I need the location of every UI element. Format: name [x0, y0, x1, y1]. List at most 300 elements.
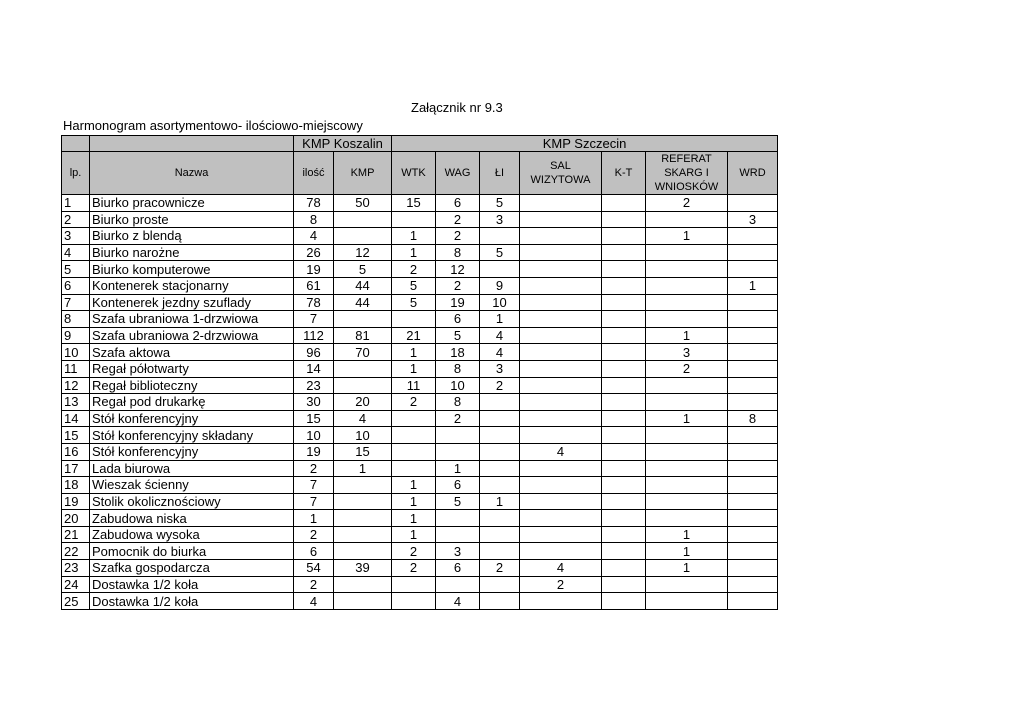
quantity-cell	[480, 543, 520, 560]
quantity-cell	[728, 294, 778, 311]
quantity-cell: 1	[392, 244, 436, 261]
quantity-cell: 2	[392, 543, 436, 560]
quantity-cell	[646, 427, 728, 444]
quantity-cell	[520, 294, 602, 311]
table-row	[62, 344, 778, 361]
quantity-cell: 3	[480, 360, 520, 377]
quantity-cell: 11	[392, 377, 436, 394]
quantity-cell	[520, 277, 602, 294]
row-number-cell: 16	[62, 443, 90, 460]
quantity-cell	[392, 593, 436, 610]
quantity-cell	[520, 510, 602, 527]
group-koszalin: KMP Koszalin	[294, 136, 392, 152]
quantity-cell	[728, 560, 778, 577]
quantity-cell: 1	[392, 360, 436, 377]
item-name-cell: Zabudowa niska	[90, 510, 294, 527]
quantity-cell: 4	[520, 560, 602, 577]
quantity-cell	[728, 244, 778, 261]
quantity-cell	[728, 311, 778, 328]
quantity-cell: 9	[480, 277, 520, 294]
quantity-cell	[728, 510, 778, 527]
item-name-cell: Stół konferencyjny	[90, 410, 294, 427]
column-header: WTK	[392, 152, 436, 195]
quantity-cell	[728, 360, 778, 377]
quantity-cell: 4	[480, 327, 520, 344]
quantity-cell	[646, 261, 728, 278]
quantity-cell: 44	[334, 277, 392, 294]
quantity-cell	[646, 294, 728, 311]
quantity-cell: 2	[436, 410, 480, 427]
quantity-cell: 10	[480, 294, 520, 311]
quantity-cell	[436, 526, 480, 543]
table-row	[62, 228, 778, 245]
quantity-cell	[602, 294, 646, 311]
quantity-cell	[480, 510, 520, 527]
quantity-cell	[602, 277, 646, 294]
quantity-cell	[520, 244, 602, 261]
row-number-cell: 10	[62, 344, 90, 361]
quantity-cell	[392, 211, 436, 228]
quantity-cell: 2	[392, 261, 436, 278]
quantity-cell	[334, 211, 392, 228]
quantity-cell	[728, 593, 778, 610]
quantity-cell: 1	[646, 560, 728, 577]
quantity-cell: 1	[646, 526, 728, 543]
quantity-cell: 1	[392, 510, 436, 527]
quantity-cell: 1	[392, 344, 436, 361]
quantity-cell	[436, 510, 480, 527]
quantity-cell: 6	[294, 543, 334, 560]
quantity-cell: 1	[480, 493, 520, 510]
row-number-cell: 3	[62, 228, 90, 245]
quantity-cell	[728, 228, 778, 245]
quantity-cell: 1	[392, 493, 436, 510]
group-szczecin: KMP Szczecin	[392, 136, 778, 152]
table-row	[62, 311, 778, 328]
quantity-cell: 3	[436, 543, 480, 560]
table-row	[62, 576, 778, 593]
item-name-cell: Szafa ubraniowa 1-drzwiowa	[90, 311, 294, 328]
quantity-cell: 5	[480, 244, 520, 261]
quantity-cell: 2	[392, 560, 436, 577]
quantity-cell: 5	[436, 327, 480, 344]
quantity-cell	[520, 261, 602, 278]
column-header-row	[62, 152, 778, 195]
quantity-cell	[334, 576, 392, 593]
quantity-cell	[436, 576, 480, 593]
item-name-cell: Kontenerek stacjonarny	[90, 277, 294, 294]
item-name-cell: Zabudowa wysoka	[90, 526, 294, 543]
quantity-cell	[480, 394, 520, 411]
quantity-cell: 8	[436, 360, 480, 377]
quantity-cell: 7	[294, 477, 334, 494]
table-row	[62, 560, 778, 577]
quantity-cell	[520, 460, 602, 477]
quantity-cell: 4	[294, 228, 334, 245]
table-row	[62, 394, 778, 411]
table-row	[62, 510, 778, 527]
quantity-cell	[646, 277, 728, 294]
quantity-cell: 5	[392, 277, 436, 294]
quantity-cell: 1	[334, 460, 392, 477]
row-number-cell: 23	[62, 560, 90, 577]
quantity-cell	[646, 211, 728, 228]
quantity-cell	[480, 261, 520, 278]
quantity-cell: 50	[334, 195, 392, 212]
quantity-cell	[334, 493, 392, 510]
quantity-cell: 44	[334, 294, 392, 311]
quantity-cell	[646, 593, 728, 610]
quantity-cell	[602, 377, 646, 394]
quantity-cell	[728, 261, 778, 278]
item-name-cell: Stół konferencyjny składany	[90, 427, 294, 444]
quantity-cell: 78	[294, 195, 334, 212]
quantity-cell	[520, 377, 602, 394]
quantity-cell: 112	[294, 327, 334, 344]
item-name-cell: Biurko pracownicze	[90, 195, 294, 212]
quantity-cell: 6	[436, 195, 480, 212]
quantity-cell	[334, 593, 392, 610]
quantity-cell: 2	[392, 394, 436, 411]
item-name-cell: Szafa aktowa	[90, 344, 294, 361]
quantity-cell: 12	[334, 244, 392, 261]
quantity-cell: 2	[436, 211, 480, 228]
quantity-cell: 1	[646, 228, 728, 245]
quantity-cell: 2	[520, 576, 602, 593]
quantity-cell	[436, 427, 480, 444]
quantity-cell	[480, 576, 520, 593]
quantity-cell: 1	[294, 510, 334, 527]
quantity-cell	[728, 344, 778, 361]
quantity-cell	[520, 360, 602, 377]
table-row	[62, 277, 778, 294]
quantity-cell	[728, 460, 778, 477]
quantity-cell: 8	[294, 211, 334, 228]
quantity-cell: 5	[334, 261, 392, 278]
quantity-cell	[602, 443, 646, 460]
quantity-cell	[520, 327, 602, 344]
quantity-cell	[480, 526, 520, 543]
quantity-cell: 4	[294, 593, 334, 610]
quantity-cell	[602, 543, 646, 560]
quantity-cell	[646, 460, 728, 477]
quantity-cell	[646, 477, 728, 494]
table-row	[62, 593, 778, 610]
column-header: WRD	[728, 152, 778, 195]
quantity-cell: 19	[294, 261, 334, 278]
quantity-cell: 1	[728, 277, 778, 294]
quantity-cell: 70	[334, 344, 392, 361]
quantity-cell: 3	[646, 344, 728, 361]
quantity-cell	[602, 560, 646, 577]
quantity-cell	[602, 327, 646, 344]
quantity-cell	[392, 427, 436, 444]
row-number-cell: 25	[62, 593, 90, 610]
quantity-cell	[646, 576, 728, 593]
table-row	[62, 211, 778, 228]
quantity-cell: 81	[334, 327, 392, 344]
row-number-cell: 22	[62, 543, 90, 560]
item-name-cell: Lada biurowa	[90, 460, 294, 477]
column-header: ilość	[294, 152, 334, 195]
quantity-cell	[602, 311, 646, 328]
quantity-cell	[480, 443, 520, 460]
quantity-cell	[480, 410, 520, 427]
quantity-cell	[728, 327, 778, 344]
table-row	[62, 443, 778, 460]
item-name-cell: Wieszak ścienny	[90, 477, 294, 494]
quantity-cell	[436, 443, 480, 460]
quantity-cell: 12	[436, 261, 480, 278]
quantity-cell: 10	[436, 377, 480, 394]
column-header: KMP	[334, 152, 392, 195]
quantity-cell: 2	[646, 195, 728, 212]
quantity-cell	[480, 460, 520, 477]
quantity-cell	[602, 344, 646, 361]
quantity-cell	[520, 311, 602, 328]
quantity-cell: 2	[646, 360, 728, 377]
quantity-cell	[520, 195, 602, 212]
quantity-cell: 1	[646, 410, 728, 427]
quantity-cell	[392, 460, 436, 477]
quantity-cell: 8	[728, 410, 778, 427]
quantity-cell	[334, 311, 392, 328]
table-row	[62, 195, 778, 212]
quantity-cell: 96	[294, 344, 334, 361]
quantity-cell	[520, 526, 602, 543]
item-name-cell: Regał pod drukarkę	[90, 394, 294, 411]
item-name-cell: Szafka gospodarcza	[90, 560, 294, 577]
item-name-cell: Szafa ubraniowa 2-drzwiowa	[90, 327, 294, 344]
quantity-cell	[646, 443, 728, 460]
quantity-cell	[646, 311, 728, 328]
group-blank-cell	[90, 136, 294, 152]
row-number-cell: 8	[62, 311, 90, 328]
quantity-cell: 1	[480, 311, 520, 328]
row-number-cell: 5	[62, 261, 90, 278]
item-name-cell: Kontenerek jezdny szuflady	[90, 294, 294, 311]
table-row	[62, 477, 778, 494]
quantity-cell	[602, 360, 646, 377]
table-row	[62, 377, 778, 394]
quantity-cell: 18	[436, 344, 480, 361]
row-number-cell: 9	[62, 327, 90, 344]
quantity-cell: 15	[334, 443, 392, 460]
quantity-cell	[602, 593, 646, 610]
quantity-cell: 2	[294, 526, 334, 543]
quantity-cell	[602, 211, 646, 228]
quantity-cell: 4	[520, 443, 602, 460]
quantity-cell	[602, 394, 646, 411]
row-number-cell: 14	[62, 410, 90, 427]
quantity-cell	[520, 593, 602, 610]
quantity-cell	[334, 477, 392, 494]
row-number-cell: 15	[62, 427, 90, 444]
quantity-cell	[646, 377, 728, 394]
quantity-cell	[602, 477, 646, 494]
table-row	[62, 526, 778, 543]
quantity-cell	[334, 543, 392, 560]
column-header: WAG	[436, 152, 480, 195]
row-number-cell: 11	[62, 360, 90, 377]
quantity-cell	[646, 493, 728, 510]
quantity-cell	[728, 427, 778, 444]
quantity-cell: 1	[392, 526, 436, 543]
quantity-cell: 54	[294, 560, 334, 577]
quantity-cell: 10	[334, 427, 392, 444]
item-name-cell: Regał półotwarty	[90, 360, 294, 377]
quantity-cell	[334, 228, 392, 245]
quantity-cell: 2	[294, 576, 334, 593]
quantity-cell	[646, 394, 728, 411]
quantity-cell: 4	[480, 344, 520, 361]
quantity-cell	[480, 228, 520, 245]
quantity-cell	[480, 593, 520, 610]
table-row	[62, 543, 778, 560]
quantity-cell: 20	[334, 394, 392, 411]
quantity-cell	[520, 344, 602, 361]
quantity-cell: 8	[436, 244, 480, 261]
quantity-cell: 1	[392, 477, 436, 494]
table-row	[62, 410, 778, 427]
row-number-cell: 21	[62, 526, 90, 543]
row-number-cell: 19	[62, 493, 90, 510]
item-name-cell: Biurko proste	[90, 211, 294, 228]
quantity-cell	[646, 244, 728, 261]
quantity-cell: 2	[480, 560, 520, 577]
quantity-cell	[520, 427, 602, 444]
quantity-cell	[334, 526, 392, 543]
row-number-cell: 24	[62, 576, 90, 593]
row-number-cell: 4	[62, 244, 90, 261]
quantity-cell	[520, 543, 602, 560]
item-name-cell: Biurko narożne	[90, 244, 294, 261]
quantity-cell: 78	[294, 294, 334, 311]
quantity-cell	[334, 360, 392, 377]
column-header: Nazwa	[90, 152, 294, 195]
quantity-cell	[602, 526, 646, 543]
quantity-cell: 4	[436, 593, 480, 610]
quantity-cell	[602, 228, 646, 245]
quantity-cell: 1	[436, 460, 480, 477]
quantity-cell	[602, 244, 646, 261]
item-name-cell: Biurko komputerowe	[90, 261, 294, 278]
quantity-cell	[728, 526, 778, 543]
quantity-cell	[646, 510, 728, 527]
quantity-cell: 15	[392, 195, 436, 212]
quantity-cell: 4	[334, 410, 392, 427]
quantity-cell	[480, 427, 520, 444]
row-number-cell: 13	[62, 394, 90, 411]
item-name-cell: Dostawka 1/2 koła	[90, 576, 294, 593]
table-row	[62, 327, 778, 344]
table-row	[62, 493, 778, 510]
row-number-cell: 7	[62, 294, 90, 311]
quantity-cell	[728, 394, 778, 411]
quantity-cell	[728, 477, 778, 494]
quantity-cell	[520, 410, 602, 427]
quantity-cell: 14	[294, 360, 334, 377]
quantity-cell	[602, 410, 646, 427]
group-header-row	[62, 136, 778, 152]
quantity-cell: 3	[728, 211, 778, 228]
quantity-cell: 7	[294, 311, 334, 328]
table-row	[62, 360, 778, 377]
attachment-number: Załącznik nr 9.3	[411, 100, 503, 115]
quantity-cell: 2	[480, 377, 520, 394]
quantity-cell	[334, 510, 392, 527]
table-row	[62, 244, 778, 261]
quantity-cell: 61	[294, 277, 334, 294]
quantity-cell: 6	[436, 477, 480, 494]
quantity-cell	[520, 228, 602, 245]
group-blank-cell	[62, 136, 90, 152]
quantity-cell	[602, 195, 646, 212]
schedule-table	[61, 135, 778, 610]
quantity-cell	[602, 493, 646, 510]
quantity-cell: 8	[436, 394, 480, 411]
quantity-cell: 23	[294, 377, 334, 394]
item-name-cell: Regał biblioteczny	[90, 377, 294, 394]
quantity-cell: 1	[646, 327, 728, 344]
column-header: SAL WIZYTOWA	[520, 152, 602, 195]
quantity-cell: 6	[436, 560, 480, 577]
item-name-cell: Biurko z blendą	[90, 228, 294, 245]
quantity-cell: 5	[392, 294, 436, 311]
quantity-cell: 15	[294, 410, 334, 427]
document-caption: Harmonogram asortymentowo- ilościowo-miejscowy	[63, 118, 363, 133]
column-header: ŁI	[480, 152, 520, 195]
quantity-cell	[392, 443, 436, 460]
quantity-cell	[728, 195, 778, 212]
quantity-cell	[520, 211, 602, 228]
quantity-cell	[602, 576, 646, 593]
quantity-cell: 21	[392, 327, 436, 344]
item-name-cell: Pomocnik do biurka	[90, 543, 294, 560]
quantity-cell	[728, 377, 778, 394]
quantity-cell: 2	[294, 460, 334, 477]
item-name-cell: Stół konferencyjny	[90, 443, 294, 460]
quantity-cell: 1	[392, 228, 436, 245]
quantity-cell	[392, 410, 436, 427]
quantity-cell: 39	[334, 560, 392, 577]
quantity-cell: 2	[436, 277, 480, 294]
quantity-cell	[334, 377, 392, 394]
column-header: K-T	[602, 152, 646, 195]
quantity-cell: 30	[294, 394, 334, 411]
quantity-cell	[728, 576, 778, 593]
quantity-cell: 19	[294, 443, 334, 460]
quantity-cell	[602, 427, 646, 444]
table-row	[62, 427, 778, 444]
quantity-cell: 5	[436, 493, 480, 510]
table-row	[62, 460, 778, 477]
quantity-cell: 26	[294, 244, 334, 261]
quantity-cell	[520, 477, 602, 494]
quantity-cell: 10	[294, 427, 334, 444]
table-row	[62, 261, 778, 278]
quantity-cell	[602, 510, 646, 527]
row-number-cell: 20	[62, 510, 90, 527]
quantity-cell: 7	[294, 493, 334, 510]
row-number-cell: 6	[62, 277, 90, 294]
quantity-cell	[728, 543, 778, 560]
row-number-cell: 1	[62, 195, 90, 212]
item-name-cell: Dostawka 1/2 koła	[90, 593, 294, 610]
quantity-cell	[520, 493, 602, 510]
quantity-cell: 3	[480, 211, 520, 228]
quantity-cell	[728, 493, 778, 510]
